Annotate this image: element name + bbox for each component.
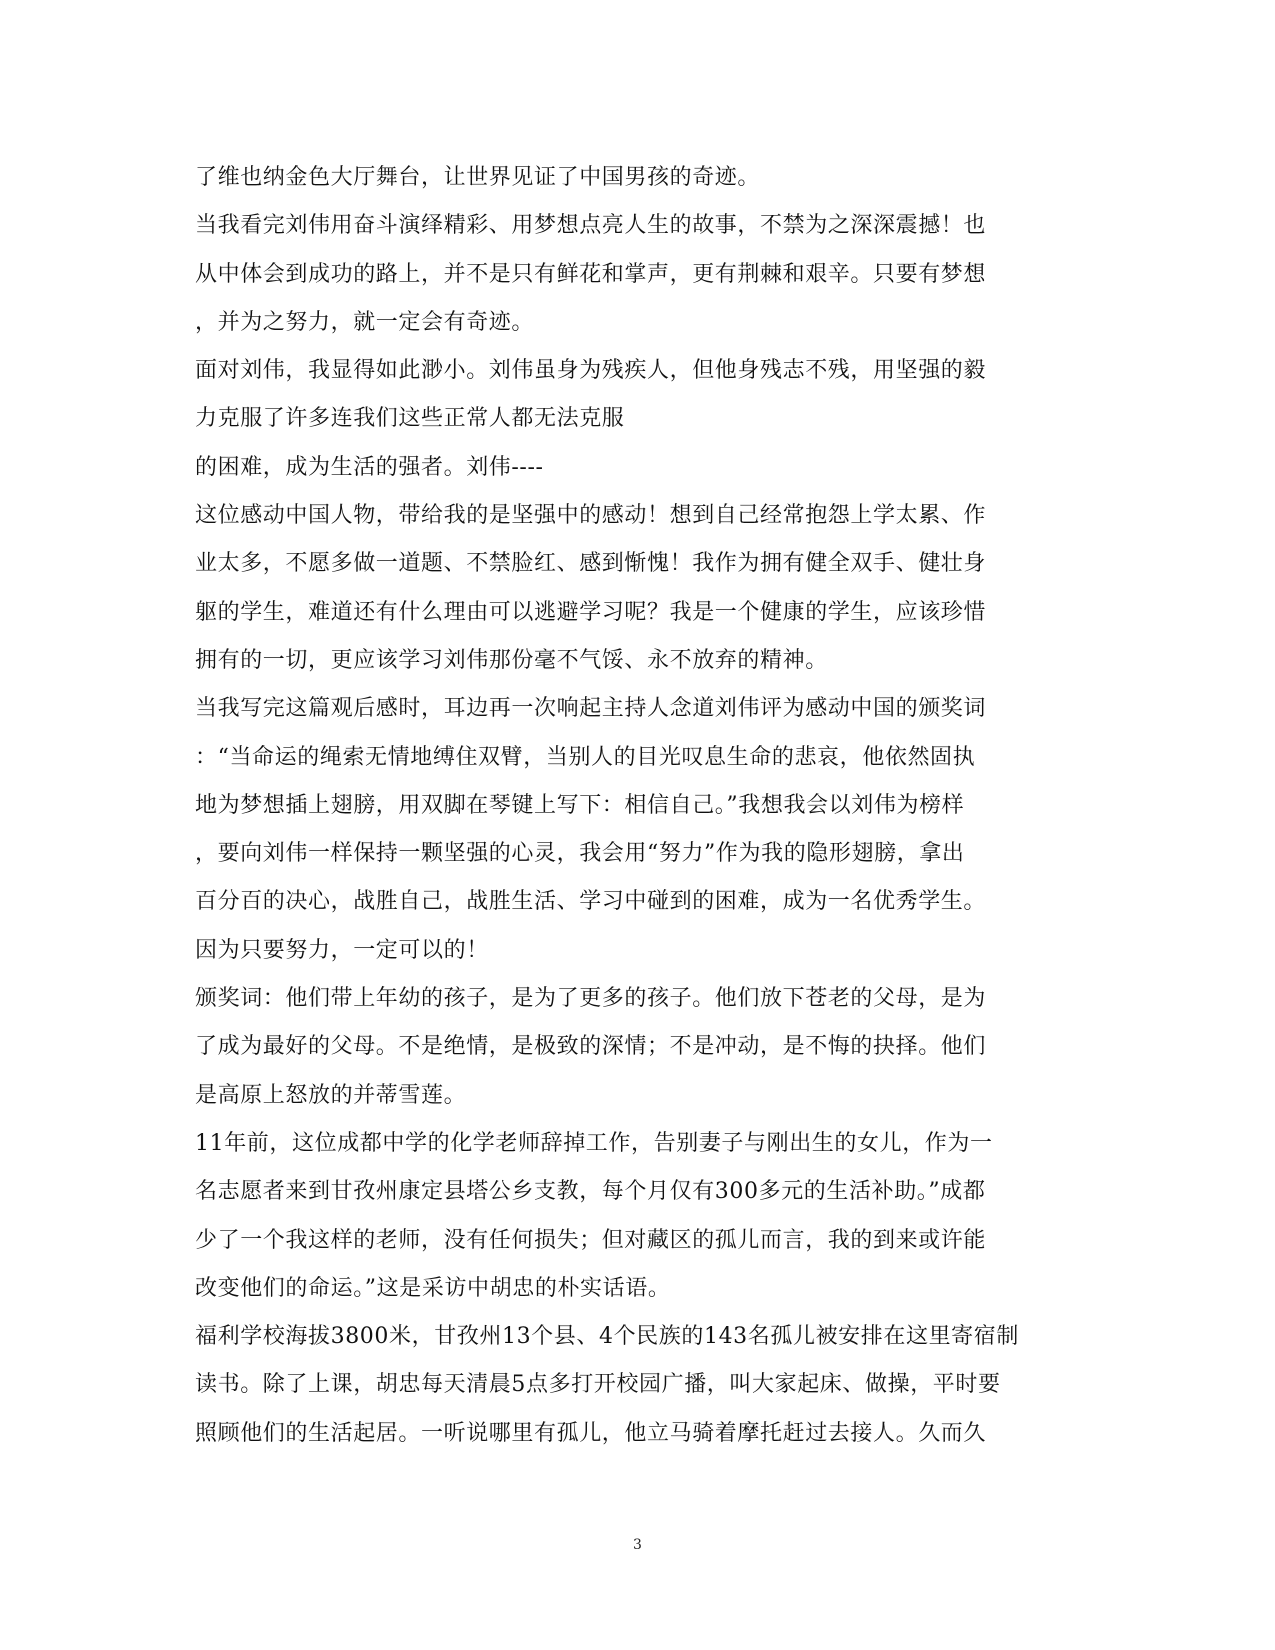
page-number: 3	[633, 1537, 642, 1553]
text-line: 了维也纳金色大厅舞台，让世界见证了中国男孩的奇迹。	[195, 165, 761, 190]
text-line: 力克服了许多连我们这些正常人都无法克服	[195, 406, 625, 432]
text-line: ，要向刘伟一样保持一颗坚强的心灵，我会用“努力”作为我的隐形翅膀，拿出	[195, 841, 965, 867]
text-line: 业太多，不愿多做一道题、不禁脸红、感到惭愧！我作为拥有健全双手、健壮身	[195, 551, 987, 577]
text-line: 了成为最好的父母。不是绝情，是极致的深情；不是冲动，是不悔的抉择。他们	[195, 1034, 987, 1060]
text-line: 拥有的一切，更应该学习刘伟那份毫不气馁、永不放弃的精神。	[195, 647, 828, 673]
text-line: 名志愿者来到甘孜州康定县塔公乡支教，每个月仅有300多元的生活补助。”成都	[195, 1179, 986, 1205]
text-line: ：“当命运的绳索无情地缚住双臂，当别人的目光叹息生命的悲哀，他依然固执	[195, 744, 976, 770]
text-line: 因为只要努力，一定可以的！	[195, 937, 489, 963]
text-line: 的困难，成为生活的强者。刘伟----	[195, 454, 544, 480]
text-line: 百分百的决心，战胜自己，战胜生活、学习中碰到的困难，成为一名优秀学生。	[195, 889, 987, 915]
text-line: 地为梦想插上翅膀，用双脚在琴键上写下：相信自己。”我想我会以刘伟为榜样	[195, 792, 965, 818]
text-line: 少了一个我这样的老师，没有任何损失；但对藏区的孤儿而言，我的到来或许能	[195, 1227, 987, 1253]
text-line: 从中体会到成功的路上，并不是只有鲜花和掌声，更有荆棘和艰辛。只要有梦想	[195, 261, 987, 287]
text-line: 躯的学生，难道还有什么理由可以逃避学习呢？我是一个健康的学生，应该珍惜	[195, 599, 987, 625]
text-line: 颁奖词：他们带上年幼的孩子，是为了更多的孩子。他们放下苍老的父母，是为	[195, 986, 987, 1012]
text-line: 11年前，这位成都中学的化学老师辞掉工作，告别妻子与刚出生的女儿，作为一	[195, 1130, 993, 1156]
text-line: 照顾他们的生活起居。一听说哪里有孤儿，他立马骑着摩托赶过去接人。久而久	[195, 1420, 987, 1446]
text-line: 读书。除了上课，胡忠每天清晨5点多打开校园广播，叫大家起床、做操，平时要	[195, 1372, 1001, 1398]
text-line: 改变他们的命运。”这是采访中胡忠的朴实话语。	[195, 1275, 671, 1301]
text-line: 这位感动中国人物，带给我的是坚强中的感动！想到自己经常抱怨上学太累、作	[195, 503, 987, 529]
body-text	[195, 154, 1095, 1458]
text-line: 当我写完这篇观后感时，耳边再一次响起主持人念道刘伟评为感动中国的颁奖词	[195, 696, 987, 722]
text-line: 面对刘伟，我显得如此渺小。刘伟虽身为残疾人，但他身残志不残，用坚强的毅	[195, 358, 987, 384]
text-line: 福利学校海拔3800米，甘孜州13个县、4个民族的143名孤儿被安排在这里寄宿制	[195, 1324, 1019, 1350]
text-line: 是高原上怒放的并蒂雪莲。	[195, 1082, 467, 1108]
text-line: ，并为之努力，就一定会有奇迹。	[195, 309, 535, 335]
text-line: 当我看完刘伟用奋斗演绎精彩、用梦想点亮人生的故事，不禁为之深深震撼！也	[195, 213, 987, 239]
